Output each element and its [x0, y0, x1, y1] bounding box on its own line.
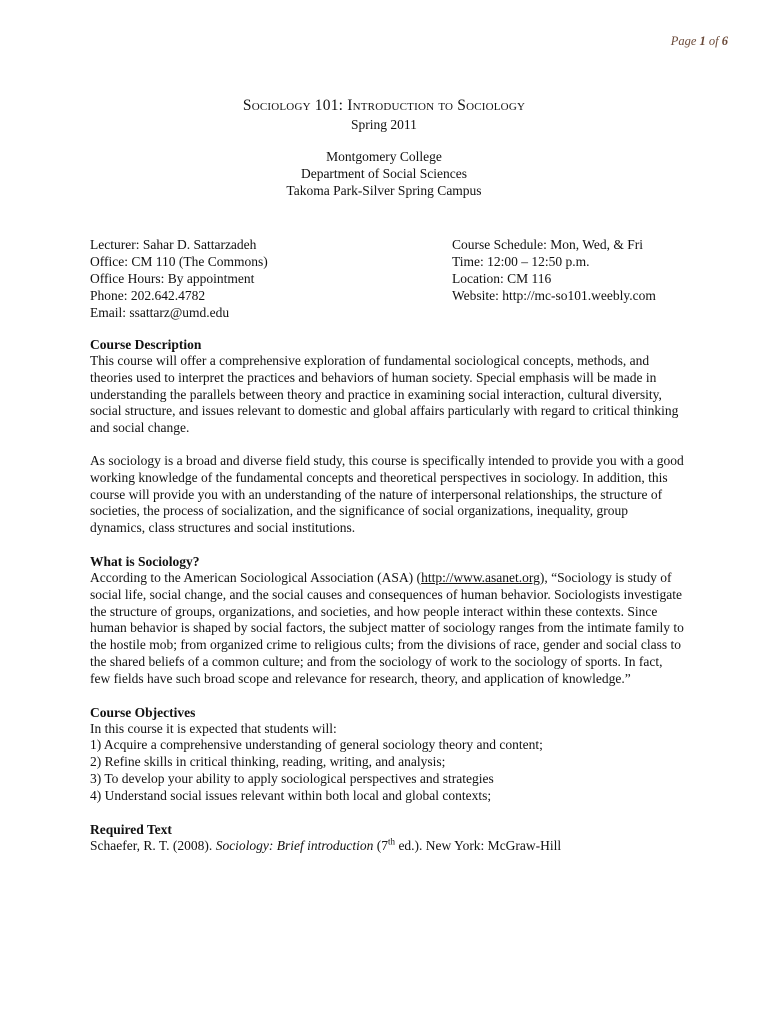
email-line: Email: ssattarz@umd.edu [90, 305, 230, 320]
course-description-heading: Course Description [90, 337, 202, 352]
required-text-citation [90, 838, 686, 855]
page-total: 6 [721, 34, 728, 48]
asa-link[interactable]: http://www.asanet.org [421, 569, 540, 585]
objective-item: 3) To develop your ability to apply sociological perspectives and strategies [90, 770, 494, 786]
lecturer-line: Lecturer: Sahar D. Sattarzadeh [90, 237, 257, 252]
citation-edition-sup: th [388, 836, 396, 847]
citation-publisher: ed.). New York: McGraw-Hill [395, 837, 562, 853]
location-line: Location: CM 116 [452, 271, 552, 286]
objectives-intro: In this course it is expected that students will: [90, 720, 337, 736]
time-line: Time: 12:00 – 12:50 p.m. [452, 254, 590, 269]
institution-block [0, 148, 768, 199]
course-description-paragraph-1: This course will offer a comprehensive exploration of fundamental sociological concepts, methods, and theories used to interpret the practices and behaviors of human society. Special emphasis will be made in understanding the parallels between theory and practice in examining social interaction, cultural diversity, social structure, and issues relevant to domestic and global affairs particularly with regard to critical thinking and social change. [90, 353, 679, 436]
objective-item: 4) Understand social issues relevant within both local and global contexts; [90, 787, 492, 803]
document-header [0, 96, 768, 199]
instructor-info [90, 236, 430, 321]
office-hours-line: Office Hours: By appointment [90, 271, 255, 286]
schedule-info [452, 236, 712, 304]
college-name: Montgomery College [326, 149, 442, 164]
what-is-sociology-heading: What is Sociology? [90, 553, 200, 569]
page-prefix: Page [670, 34, 700, 48]
campus-name: Takoma Park-Silver Spring Campus [286, 183, 482, 198]
page-of: of [705, 34, 722, 48]
office-line: Office: CM 110 (The Commons) [90, 254, 268, 269]
objectives-list [90, 737, 686, 804]
asa-quote-intro: According to the American Sociological Association (ASA) ( [90, 569, 422, 585]
section-spacer [90, 805, 686, 821]
citation-edition-open: (7 [373, 837, 389, 853]
citation-author: Schaefer, R. T. (2008). [90, 837, 216, 853]
course-title: Sociology 101: Introduction to Sociology [242, 97, 526, 114]
asa-quote: ), “Sociology is study of social life, social change, and the social causes and consequences of human behavior. Sociologists investigate the structure of groups, organizations, and societies, and how people interact within these contexts. Since human behavior is shaped by social factors, the subject matter of sociology ranges from the intimate family to the hostile mob; from organized crime to religious cults; from the divisions of race, gender and social class to the shared beliefs of a common culture; and from the sociology of work to the sociology of sports. In fact, few fields have such broad scope and relevance for research, theory, and application of knowledge.” [90, 569, 684, 686]
syllabus-body [90, 336, 686, 854]
what-is-sociology-paragraph [90, 570, 686, 688]
page-number [671, 34, 728, 49]
required-text-heading: Required Text [90, 821, 172, 837]
course-objectives-heading: Course Objectives [90, 704, 196, 720]
course-term: Spring 2011 [351, 117, 417, 132]
course-description-paragraph-2: As sociology is a broad and diverse field study, this course is specifically intended to provide you with a good working knowledge of the fundamental concepts and theoretical perspectives in sociology. In addition, this course will provide you with an understanding of the nature of interpersonal relationships, the structure of societies, the process of socialization, and the significance of social organizations, inequality, group dynamics, class structures and social institutions. [90, 452, 684, 536]
objective-item: 2) Refine skills in critical thinking, reading, writing, and analysis; [90, 754, 446, 770]
website-line: Website: http://mc-so101.weebly.com [452, 288, 656, 303]
department-name: Department of Social Sciences [300, 166, 468, 181]
page-current: 1 [699, 34, 706, 48]
citation-book-title: Sociology: Brief introduction [215, 837, 374, 853]
schedule-line: Course Schedule: Mon, Wed, & Fri [452, 237, 644, 252]
phone-line: Phone: 202.642.4782 [90, 288, 206, 303]
objective-item: 1) Acquire a comprehensive understanding of general sociology theory and content; [90, 737, 543, 753]
